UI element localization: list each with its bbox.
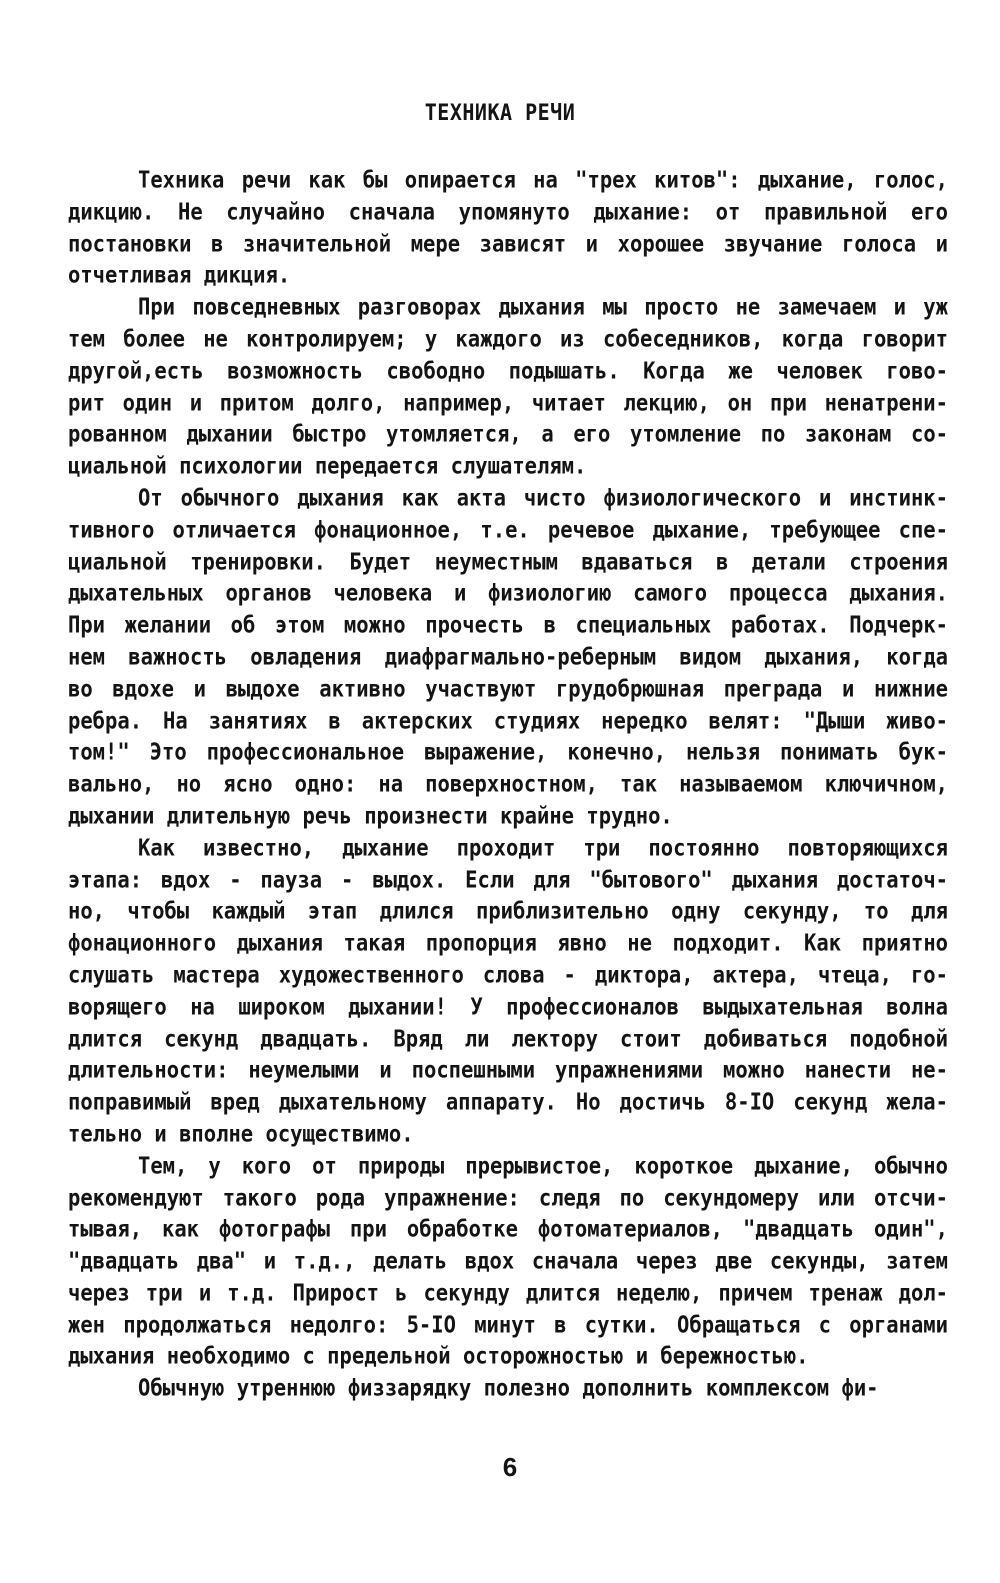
text-line: но, чтобы каждый этап длился приблизительно одну секунду, то для: [68, 897, 948, 925]
text-line: слушать мастера художественного слова - диктора, актера, чтеца, го-: [68, 961, 948, 989]
paragraph: [68, 165, 948, 292]
text-line: "двадцать два" и т.д., делать вдох сначала через две секунды, затем: [68, 1247, 948, 1275]
text-line: дикцию. Не случайно сначала упомянуто дыхание: от правильной его: [68, 198, 948, 226]
text-line: дыхательных органов человека и физиологию самого процесса дыхания.: [68, 579, 948, 607]
text-line: этапа: вдох - пауза - выдох. Если для "бытового" дыхания достаточ-: [68, 865, 948, 893]
text-line: Техника речи как бы опирается на "трех китов": дыхание, голос,: [138, 166, 948, 194]
text-line: фонационного дыхания такая пропорция явно не подходит. Как приятно: [68, 929, 948, 957]
text-line: рекомендуют такого рода упражнение: следя по секундомеру или отсчи-: [68, 1183, 948, 1211]
text-line: циальной тренировки. Будет неуместным вдаваться в детали строения: [68, 548, 948, 575]
body-text: [68, 165, 948, 1405]
paragraph: [68, 1373, 948, 1405]
text-line: через три и т.д. Прирост ь секунду длится неделю, причем тренаж дол-: [68, 1279, 948, 1307]
text-line: От обычного дыхания как акта чисто физиологического и инстинк-: [138, 484, 948, 512]
paragraph: [68, 1151, 948, 1374]
text-line: постановки в значительной мере зависят и хорошее звучание голоса и: [68, 230, 948, 257]
text-line: Обычную утреннюю физзарядку полезно дополнить комплексом фи-: [138, 1374, 879, 1402]
text-line: Тем, у кого от природы прерывистое, короткое дыхание, обычно: [138, 1152, 948, 1180]
text-line: вально, но ясно одно: на поверхностном, так называемом ключичном,: [68, 770, 948, 798]
text-line: жен продолжаться недолго: 5-IO минут в сутки. Обращаться с органами: [68, 1311, 948, 1339]
text-line: ворящего на широком дыхании! У профессионалов выдыхательная волна: [68, 993, 948, 1021]
text-line: тивного отличается фонационное, т.е. речевое дыхание, требующее спе-: [68, 516, 948, 544]
paragraph: [68, 833, 948, 1151]
text-line: Как известно, дыхание проходит три постоянно повторяющихся: [138, 834, 948, 862]
text-line: тем более не контролируем; у каждого из собеседников, когда говорит: [68, 325, 948, 353]
text-line: длится секунд двадцать. Вряд ли лектору стоит добиваться подобной: [68, 1024, 948, 1052]
text-line: циальной психологии передается слушателям.: [68, 452, 587, 480]
text-line: рит один и притом долго, например, читает лекцию, он при ненатрени-: [68, 389, 948, 416]
text-line: поправимый вред дыхательному аппарату. Но достичь 8-IO секунд жела-: [68, 1088, 948, 1116]
text-line: во вдохе и выдохе активно участвуют грудобрюшная преграда и нижние: [68, 675, 948, 703]
text-line: другой,есть возможность свободно подышать. Когда же человек гово-: [68, 357, 948, 385]
text-line: ребра. На занятиях в актерских студиях нередко велят: "Дыши живо-: [68, 706, 948, 734]
text-line: При повседневных разговорах дыхания мы просто не замечаем и уж: [138, 293, 948, 321]
paragraph: [68, 483, 948, 833]
text-line: рованном дыхании быстро утомляется, а его утомление по законам со-: [68, 420, 948, 448]
text-line: тельно и вполне осуществимо.: [68, 1120, 414, 1148]
text-line: При желании об этом можно прочесть в специальных работах. Подчерк-: [68, 611, 948, 639]
text-line: нем важность овладения диафрагмально-реберным видом дыхания, когда: [68, 643, 948, 671]
text-line: тывая, как фотографы при обработке фотоматериалов, "двадцать один",: [68, 1215, 948, 1243]
text-line: отчетливая дикция.: [68, 261, 291, 289]
text-line: дыхания необходимо с предельной осторожностью и бережностью.: [68, 1342, 809, 1370]
page-title: ТЕХНИКА РЕЧИ: [424, 98, 576, 126]
paragraph: [68, 292, 948, 483]
text-line: длительности: неумелыми и поспешными упражнениями можно нанести не-: [68, 1056, 948, 1084]
text-line: том!" Это профессиональное выражение, конечно, нельзя понимать бук-: [68, 738, 948, 766]
text-line: дыхании длительную речь произнести крайне трудно.: [68, 802, 673, 830]
page-number: 6: [502, 1452, 518, 1482]
